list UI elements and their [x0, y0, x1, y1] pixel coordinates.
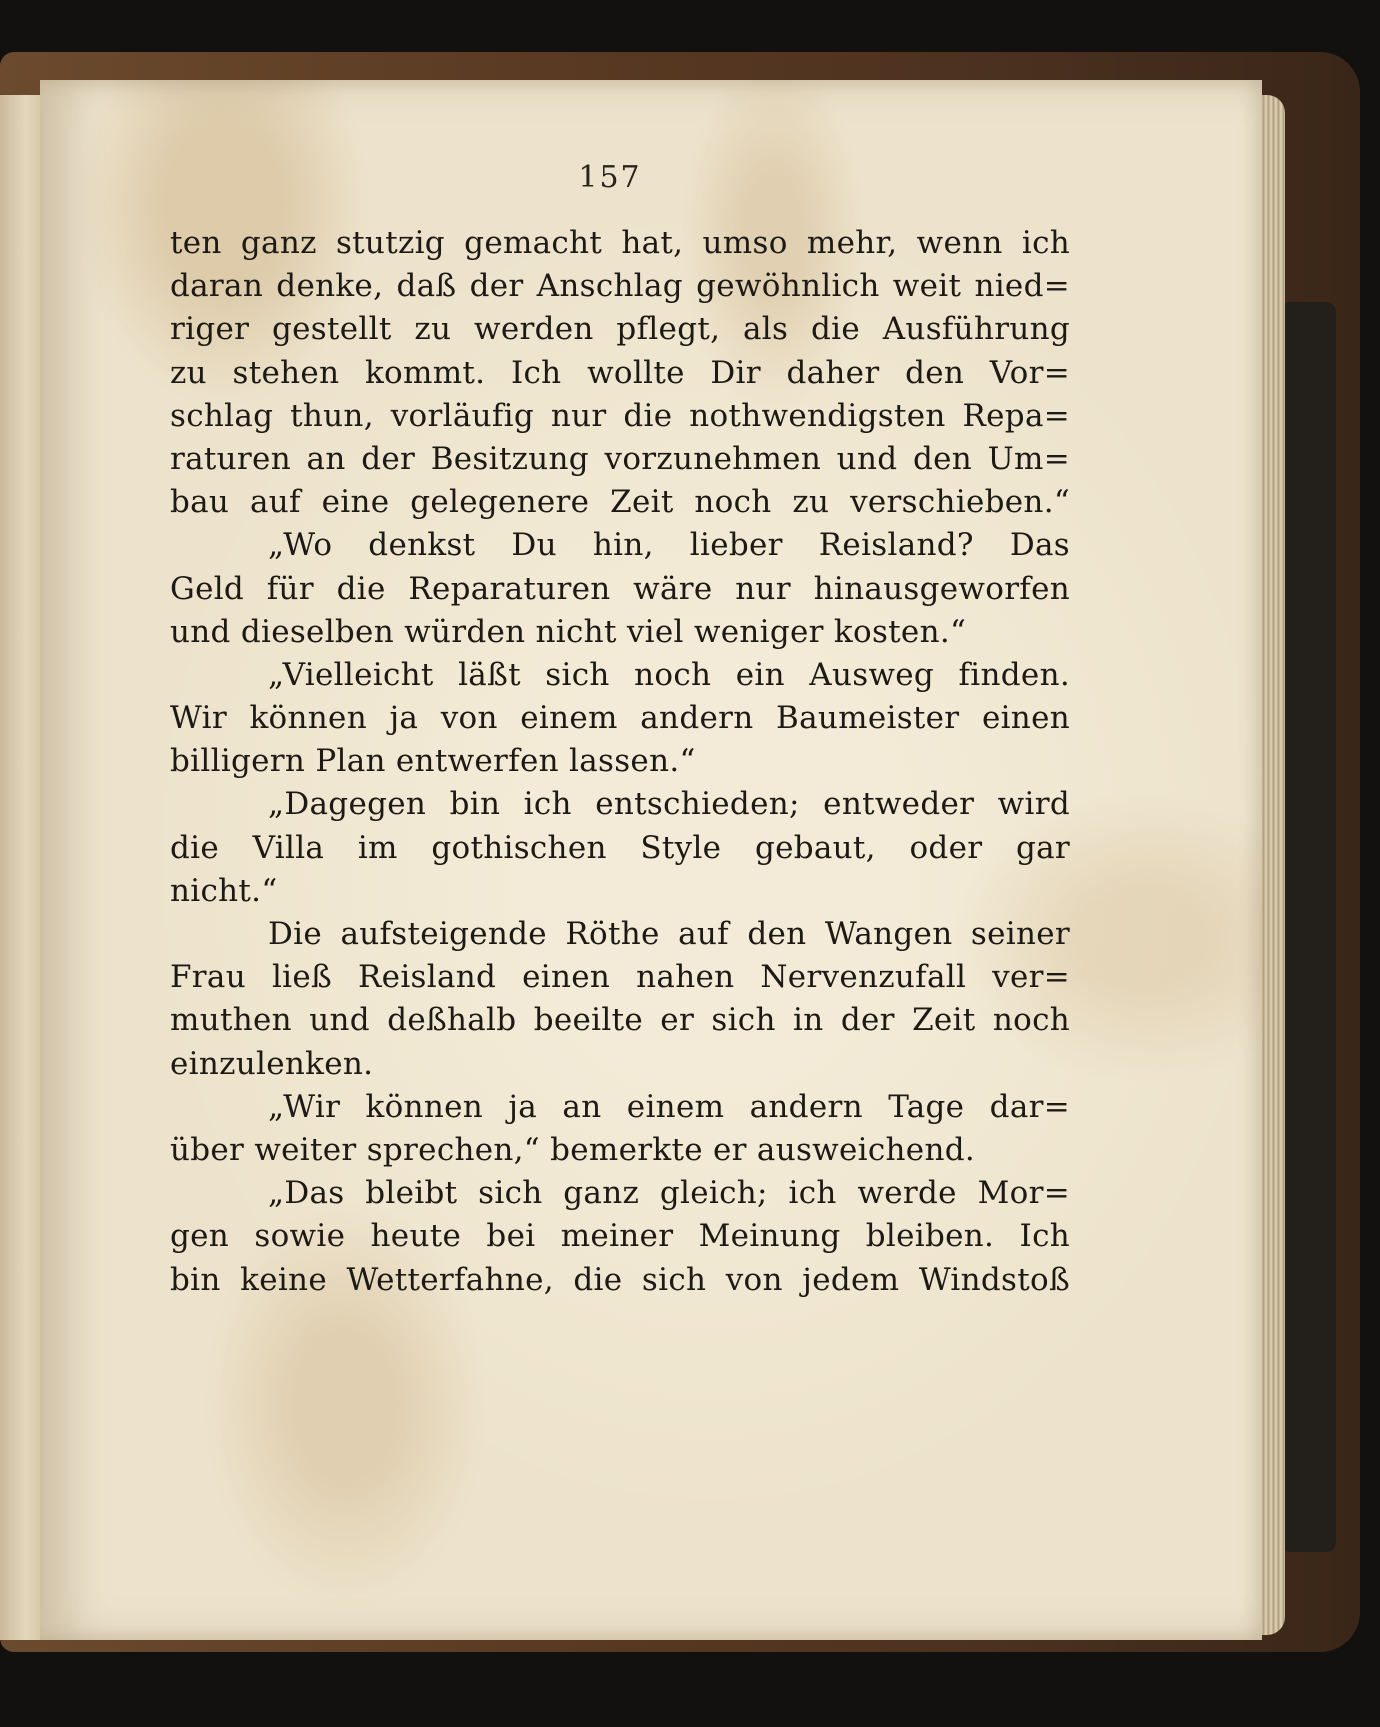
left-page-edge [0, 95, 42, 1640]
text-line: „Das bleibt sich ganz gleich; ich werde Mor= [268, 1175, 1070, 1212]
text-line: riger gestellt zu werden pflegt, als die Ausführung [170, 311, 1070, 348]
text-line: ten ganz stutzig gemacht hat, umso mehr, wenn ich [170, 225, 1070, 261]
text-line: schlag thun, vorläufig nur die nothwendigsten Repa= [170, 397, 1070, 434]
text-line: über weiter sprechen,“ bemerkte er ausweichend. [170, 1131, 976, 1168]
text-line: „Wo denkst Du hin, lieber Reisland? Das [268, 527, 1070, 564]
cover-worn-patch [1280, 302, 1336, 1552]
text-line: nicht.“ [170, 872, 278, 909]
text-line: Frau ließ Reisland einen nahen Nervenzufall ver= [170, 959, 1070, 996]
text-line: zu stehen kommt. Ich wollte Dir daher den Vor= [170, 354, 1070, 391]
text-line: gen sowie heute bei meiner Meinung bleiben. Ich [170, 1218, 1070, 1255]
page-text [170, 222, 1070, 1302]
text-line: „Dagegen bin ich entschieden; entweder wird [268, 786, 1070, 823]
text-line: die Villa im gothischen Style gebaut, oder gar [170, 829, 1070, 866]
text-line: „Wir können ja an einem andern Tage dar= [268, 1088, 1070, 1125]
text-line: raturen an der Besitzung vorzunehmen und den Um= [170, 440, 1070, 477]
text-line: daran denke, daß der Anschlag gewöhnlich weit nied= [170, 268, 1070, 305]
text-line: bau auf eine gelegenere Zeit noch zu verschieben.“ [170, 484, 1070, 521]
text-line: einzulenken. [170, 1045, 374, 1082]
text-line: „Vielleicht läßt sich noch ein Ausweg finden. [268, 656, 1070, 693]
text-line: Die aufsteigende Röthe auf den Wangen seiner [268, 916, 1070, 952]
page-number: 157 [578, 160, 642, 195]
text-line: billigern Plan entwerfen lassen.“ [170, 743, 696, 780]
text-line: Geld für die Reparaturen wäre nur hinausgeworfen [170, 570, 1070, 607]
text-line: und dieselben würden nicht viel weniger kosten.“ [170, 613, 967, 650]
text-line: bin keine Wetterfahne, die sich von jedem Windstoß [170, 1261, 1070, 1298]
text-line: Wir können ja von einem andern Baumeister einen [170, 700, 1070, 737]
text-line: muthen und deßhalb beeilte er sich in der Zeit noch [170, 1002, 1070, 1039]
